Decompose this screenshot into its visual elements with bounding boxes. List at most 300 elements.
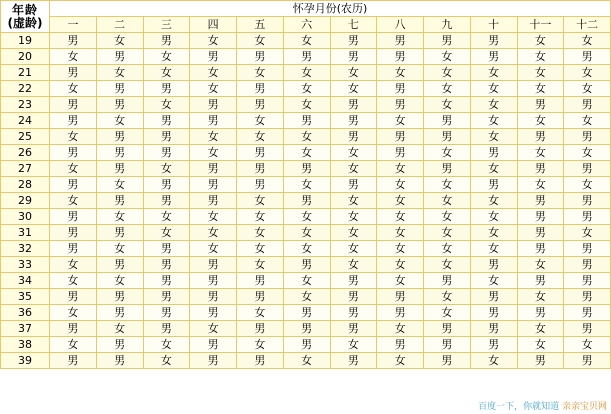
prediction-cell: 男: [424, 161, 471, 177]
prediction-cell: 女: [377, 193, 424, 209]
prediction-cell: 女: [470, 225, 517, 241]
prediction-cell: 男: [564, 193, 611, 209]
prediction-cell: 女: [50, 161, 97, 177]
watermark: [478, 399, 607, 412]
prediction-cell: 男: [50, 145, 97, 161]
prediction-cell: 男: [424, 273, 471, 289]
prediction-cell: 男: [517, 225, 564, 241]
prediction-cell: 男: [564, 289, 611, 305]
prediction-cell: 女: [50, 81, 97, 97]
prediction-cell: 女: [517, 145, 564, 161]
prediction-cell: 男: [96, 225, 143, 241]
prediction-cell: 女: [190, 321, 237, 337]
prediction-cell: 男: [283, 305, 330, 321]
table-row: [1, 337, 611, 353]
prediction-cell: 女: [470, 81, 517, 97]
prediction-cell: 男: [190, 353, 237, 369]
month-header-5: 五: [237, 17, 284, 33]
prediction-cell: 男: [237, 273, 284, 289]
prediction-cell: 男: [143, 241, 190, 257]
prediction-cell: 女: [283, 241, 330, 257]
prediction-cell: 男: [330, 129, 377, 145]
prediction-cell: 男: [377, 289, 424, 305]
prediction-cell: 男: [424, 353, 471, 369]
month-header-7: 七: [330, 17, 377, 33]
prediction-cell: 女: [330, 225, 377, 241]
table-body: [1, 33, 611, 369]
month-header-4: 四: [190, 17, 237, 33]
prediction-cell: 女: [564, 225, 611, 241]
prediction-cell: 女: [96, 33, 143, 49]
prediction-cell: 男: [237, 177, 284, 193]
prediction-cell: 男: [564, 321, 611, 337]
prediction-cell: 男: [517, 161, 564, 177]
prediction-cell: 男: [377, 81, 424, 97]
prediction-cell: 男: [50, 241, 97, 257]
age-cell: 22: [1, 81, 50, 97]
age-cell: 37: [1, 321, 50, 337]
prediction-cell: 男: [377, 337, 424, 353]
prediction-cell: 男: [50, 225, 97, 241]
age-cell: 34: [1, 273, 50, 289]
prediction-cell: 男: [143, 81, 190, 97]
age-cell: 38: [1, 337, 50, 353]
prediction-cell: 女: [424, 289, 471, 305]
prediction-cell: 女: [50, 337, 97, 353]
prediction-cell: 女: [143, 97, 190, 113]
prediction-cell: 男: [143, 273, 190, 289]
age-cell: 29: [1, 193, 50, 209]
prediction-cell: 女: [143, 225, 190, 241]
prediction-cell: 女: [470, 65, 517, 81]
prediction-cell: 女: [50, 129, 97, 145]
corner-label-nominal-age: (虚龄): [7, 15, 43, 30]
prediction-cell: 男: [190, 161, 237, 177]
prediction-cell: 男: [564, 353, 611, 369]
month-header-9: 九: [424, 17, 471, 33]
prediction-cell: 男: [517, 353, 564, 369]
prediction-cell: 男: [96, 337, 143, 353]
table-row: [1, 145, 611, 161]
watermark-orange-text: 亲亲宝贝网: [561, 402, 607, 412]
age-cell: 39: [1, 353, 50, 369]
prediction-cell: 男: [470, 305, 517, 321]
prediction-cell: 男: [470, 145, 517, 161]
prediction-cell: 男: [50, 177, 97, 193]
prediction-cell: 女: [237, 305, 284, 321]
prediction-cell: 女: [237, 65, 284, 81]
prediction-cell: 男: [50, 33, 97, 49]
prediction-cell: 男: [424, 321, 471, 337]
corner-header-cell: [1, 1, 50, 33]
prediction-cell: 男: [143, 321, 190, 337]
table-row: [1, 353, 611, 369]
prediction-cell: 男: [330, 353, 377, 369]
prediction-cell: 女: [470, 129, 517, 145]
prediction-cell: 女: [283, 273, 330, 289]
prediction-cell: 女: [424, 193, 471, 209]
age-cell: 20: [1, 49, 50, 65]
prediction-cell: 女: [470, 273, 517, 289]
prediction-cell: 女: [377, 353, 424, 369]
prediction-cell: 女: [96, 209, 143, 225]
age-cell: 23: [1, 97, 50, 113]
prediction-cell: 男: [283, 49, 330, 65]
prediction-cell: 男: [470, 177, 517, 193]
prediction-cell: 男: [96, 81, 143, 97]
prediction-cell: 男: [190, 193, 237, 209]
age-cell: 35: [1, 289, 50, 305]
age-cell: 25: [1, 129, 50, 145]
table-row: [1, 49, 611, 65]
prediction-cell: 男: [330, 113, 377, 129]
prediction-cell: 女: [96, 113, 143, 129]
prediction-cell: 女: [564, 145, 611, 161]
prediction-cell: 男: [564, 97, 611, 113]
prediction-cell: 男: [237, 321, 284, 337]
table-row: [1, 305, 611, 321]
prediction-cell: 男: [564, 305, 611, 321]
prediction-cell: 男: [143, 193, 190, 209]
prediction-cell: 女: [424, 257, 471, 273]
prediction-cell: 男: [96, 129, 143, 145]
prediction-cell: 男: [50, 65, 97, 81]
prediction-cell: 女: [377, 161, 424, 177]
table-row: [1, 65, 611, 81]
prediction-cell: 男: [283, 193, 330, 209]
prediction-cell: 男: [190, 113, 237, 129]
prediction-cell: 女: [470, 193, 517, 209]
age-cell: 31: [1, 225, 50, 241]
prediction-cell: 女: [283, 81, 330, 97]
prediction-cell: 女: [283, 129, 330, 145]
prediction-cell: 男: [517, 193, 564, 209]
prediction-cell: 男: [237, 145, 284, 161]
prediction-cell: 男: [377, 145, 424, 161]
prediction-cell: 男: [564, 161, 611, 177]
month-header-1: 一: [50, 17, 97, 33]
month-header-6: 六: [283, 17, 330, 33]
prediction-cell: 男: [96, 145, 143, 161]
prediction-cell: 男: [517, 305, 564, 321]
prediction-cell: 女: [190, 33, 237, 49]
table-row: [1, 225, 611, 241]
prediction-cell: 女: [330, 145, 377, 161]
prediction-cell: 男: [190, 273, 237, 289]
prediction-cell: 男: [143, 129, 190, 145]
prediction-cell: 男: [143, 289, 190, 305]
prediction-cell: 男: [330, 305, 377, 321]
age-cell: 28: [1, 177, 50, 193]
prediction-cell: 女: [470, 353, 517, 369]
prediction-cell: 女: [377, 321, 424, 337]
prediction-cell: 女: [517, 113, 564, 129]
prediction-cell: 男: [470, 33, 517, 49]
prediction-cell: 女: [96, 241, 143, 257]
prediction-cell: 女: [424, 81, 471, 97]
prediction-cell: 女: [517, 289, 564, 305]
prediction-cell: 女: [330, 257, 377, 273]
prediction-cell: 男: [96, 161, 143, 177]
table-row: [1, 321, 611, 337]
prediction-cell: 女: [283, 145, 330, 161]
prediction-cell: 女: [283, 209, 330, 225]
table-row: [1, 81, 611, 97]
table-header: [1, 1, 611, 33]
prediction-cell: 女: [190, 145, 237, 161]
month-header-11: 十一: [517, 17, 564, 33]
prediction-cell: 男: [470, 257, 517, 273]
age-cell: 21: [1, 65, 50, 81]
prediction-cell: 男: [50, 97, 97, 113]
age-cell: 30: [1, 209, 50, 225]
prediction-cell: 男: [143, 305, 190, 321]
prediction-cell: 男: [237, 49, 284, 65]
prediction-cell: 女: [330, 241, 377, 257]
prediction-cell: 男: [377, 49, 424, 65]
prediction-cell: 男: [143, 257, 190, 273]
table-title-row: [1, 1, 611, 17]
prediction-cell: 男: [517, 97, 564, 113]
prediction-cell: 女: [237, 193, 284, 209]
prediction-cell: 女: [424, 49, 471, 65]
prediction-cell: 男: [190, 49, 237, 65]
prediction-cell: 女: [190, 209, 237, 225]
prediction-cell: 女: [517, 81, 564, 97]
prediction-cell: 女: [237, 225, 284, 241]
table-row: [1, 33, 611, 49]
table-row: [1, 289, 611, 305]
prediction-cell: 女: [564, 33, 611, 49]
prediction-cell: 女: [50, 193, 97, 209]
prediction-cell: 女: [470, 97, 517, 113]
table-row: [1, 161, 611, 177]
prediction-cell: 女: [517, 337, 564, 353]
prediction-cell: 男: [377, 33, 424, 49]
prediction-cell: 女: [377, 225, 424, 241]
prediction-cell: 男: [190, 305, 237, 321]
prediction-cell: 女: [237, 113, 284, 129]
table-row: [1, 113, 611, 129]
prediction-cell: 女: [470, 113, 517, 129]
prediction-cell: 男: [470, 321, 517, 337]
prediction-cell: 男: [330, 33, 377, 49]
prediction-cell: 男: [564, 241, 611, 257]
prediction-cell: 女: [330, 337, 377, 353]
prediction-cell: 女: [564, 113, 611, 129]
month-header-3: 三: [143, 17, 190, 33]
prediction-cell: 女: [283, 177, 330, 193]
prediction-cell: 女: [470, 161, 517, 177]
prediction-cell: 男: [377, 97, 424, 113]
prediction-cell: 女: [143, 49, 190, 65]
prediction-cell: 女: [377, 65, 424, 81]
prediction-cell: 男: [377, 129, 424, 145]
prediction-cell: 男: [517, 273, 564, 289]
prediction-cell: 女: [237, 33, 284, 49]
prediction-cell: 男: [330, 321, 377, 337]
prediction-cell: 女: [237, 257, 284, 273]
prediction-cell: 男: [283, 337, 330, 353]
prediction-cell: 女: [50, 305, 97, 321]
prediction-cell: 男: [564, 209, 611, 225]
prediction-cell: 女: [190, 65, 237, 81]
prediction-cell: 女: [283, 225, 330, 241]
age-cell: 26: [1, 145, 50, 161]
prediction-cell: 女: [143, 161, 190, 177]
prediction-cell: 女: [564, 177, 611, 193]
prediction-cell: 男: [424, 337, 471, 353]
month-header-12: 十二: [564, 17, 611, 33]
prediction-cell: 男: [470, 49, 517, 65]
prediction-cell: 男: [564, 129, 611, 145]
month-header-2: 二: [96, 17, 143, 33]
prediction-cell: 女: [96, 65, 143, 81]
prediction-cell: 女: [424, 177, 471, 193]
prediction-cell: 男: [330, 49, 377, 65]
prediction-cell: 女: [237, 209, 284, 225]
prediction-cell: 女: [50, 257, 97, 273]
prediction-cell: 女: [283, 65, 330, 81]
prediction-cell: 女: [517, 49, 564, 65]
prediction-cell: 男: [330, 289, 377, 305]
prediction-cell: 男: [190, 289, 237, 305]
prediction-cell: 男: [237, 97, 284, 113]
prediction-cell: 女: [424, 225, 471, 241]
prediction-cell: 男: [190, 257, 237, 273]
month-header-8: 八: [377, 17, 424, 33]
prediction-cell: 男: [96, 353, 143, 369]
prediction-cell: 男: [96, 193, 143, 209]
prediction-cell: 男: [96, 49, 143, 65]
prediction-cell: 男: [237, 353, 284, 369]
prediction-cell: 女: [143, 353, 190, 369]
age-cell: 33: [1, 257, 50, 273]
prediction-cell: 男: [283, 113, 330, 129]
prediction-cell: 女: [50, 49, 97, 65]
prediction-cell: 女: [190, 241, 237, 257]
prediction-cell: 女: [330, 209, 377, 225]
prediction-cell: 男: [424, 33, 471, 49]
table-row: [1, 129, 611, 145]
prediction-cell: 男: [143, 177, 190, 193]
watermark-blue-text: 百度一下，你就知道: [478, 402, 560, 412]
prediction-cell: 女: [564, 81, 611, 97]
prediction-cell: 女: [330, 81, 377, 97]
prediction-cell: 女: [330, 193, 377, 209]
prediction-cell: 女: [377, 209, 424, 225]
prediction-cell: 女: [190, 225, 237, 241]
prediction-cell: 男: [50, 289, 97, 305]
prediction-cell: 女: [424, 145, 471, 161]
table-row: [1, 193, 611, 209]
prediction-cell: 男: [237, 289, 284, 305]
table-row: [1, 273, 611, 289]
age-cell: 36: [1, 305, 50, 321]
table-row: [1, 177, 611, 193]
prediction-cell: 女: [237, 129, 284, 145]
prediction-cell: 女: [424, 97, 471, 113]
prediction-cell: 男: [330, 97, 377, 113]
prediction-cell: 男: [564, 273, 611, 289]
prediction-cell: 女: [96, 273, 143, 289]
prediction-cell: 女: [517, 177, 564, 193]
prediction-cell: 男: [143, 113, 190, 129]
prediction-cell: 女: [50, 273, 97, 289]
prediction-cell: 女: [283, 33, 330, 49]
prediction-cell: 男: [237, 161, 284, 177]
month-header-10: 十: [470, 17, 517, 33]
prediction-cell: 女: [143, 209, 190, 225]
prediction-cell: 男: [377, 305, 424, 321]
prediction-cell: 男: [564, 257, 611, 273]
prediction-cell: 男: [50, 113, 97, 129]
prediction-cell: 男: [143, 145, 190, 161]
prediction-cell: 女: [96, 321, 143, 337]
prediction-cell: 女: [517, 257, 564, 273]
prediction-cell: 女: [190, 129, 237, 145]
age-cell: 32: [1, 241, 50, 257]
prediction-cell: 女: [377, 273, 424, 289]
prediction-cell: 女: [377, 241, 424, 257]
prediction-cell: 男: [283, 321, 330, 337]
prediction-cell: 女: [377, 177, 424, 193]
prediction-cell: 男: [237, 81, 284, 97]
prediction-cell: 男: [564, 49, 611, 65]
prediction-cell: 男: [96, 257, 143, 273]
table-row: [1, 209, 611, 225]
prediction-cell: 女: [330, 65, 377, 81]
prediction-cell: 女: [517, 321, 564, 337]
prediction-cell: 男: [330, 177, 377, 193]
prediction-cell: 男: [190, 97, 237, 113]
prediction-cell: 男: [50, 321, 97, 337]
prediction-cell: 女: [190, 81, 237, 97]
page-title: 怀孕月份(农历): [50, 1, 611, 17]
prediction-cell: 女: [377, 257, 424, 273]
prediction-cell: 男: [424, 129, 471, 145]
prediction-cell: 男: [517, 129, 564, 145]
prediction-cell: 女: [470, 241, 517, 257]
corner-label-age: 年龄: [11, 2, 38, 17]
prediction-cell: 女: [564, 65, 611, 81]
prediction-cell: 男: [96, 97, 143, 113]
age-cell: 24: [1, 113, 50, 129]
prediction-cell: 女: [517, 33, 564, 49]
prediction-cell: 男: [470, 289, 517, 305]
prediction-cell: 女: [283, 353, 330, 369]
prediction-cell: 男: [517, 241, 564, 257]
prediction-cell: 女: [143, 65, 190, 81]
age-cell: 27: [1, 161, 50, 177]
prediction-cell: 男: [470, 337, 517, 353]
prediction-cell: 男: [283, 257, 330, 273]
prediction-cell: 女: [424, 209, 471, 225]
prediction-cell: 男: [96, 305, 143, 321]
age-cell: 19: [1, 33, 50, 49]
table-row: [1, 97, 611, 113]
prediction-cell: 女: [237, 241, 284, 257]
prediction-cell: 女: [424, 305, 471, 321]
prediction-cell: 女: [237, 337, 284, 353]
prediction-cell: 男: [143, 33, 190, 49]
prediction-cell: 男: [96, 289, 143, 305]
prediction-cell: 女: [283, 289, 330, 305]
prediction-cell: 女: [424, 65, 471, 81]
prediction-cell: 男: [424, 113, 471, 129]
prediction-cell: 女: [424, 241, 471, 257]
prediction-cell: 男: [517, 209, 564, 225]
